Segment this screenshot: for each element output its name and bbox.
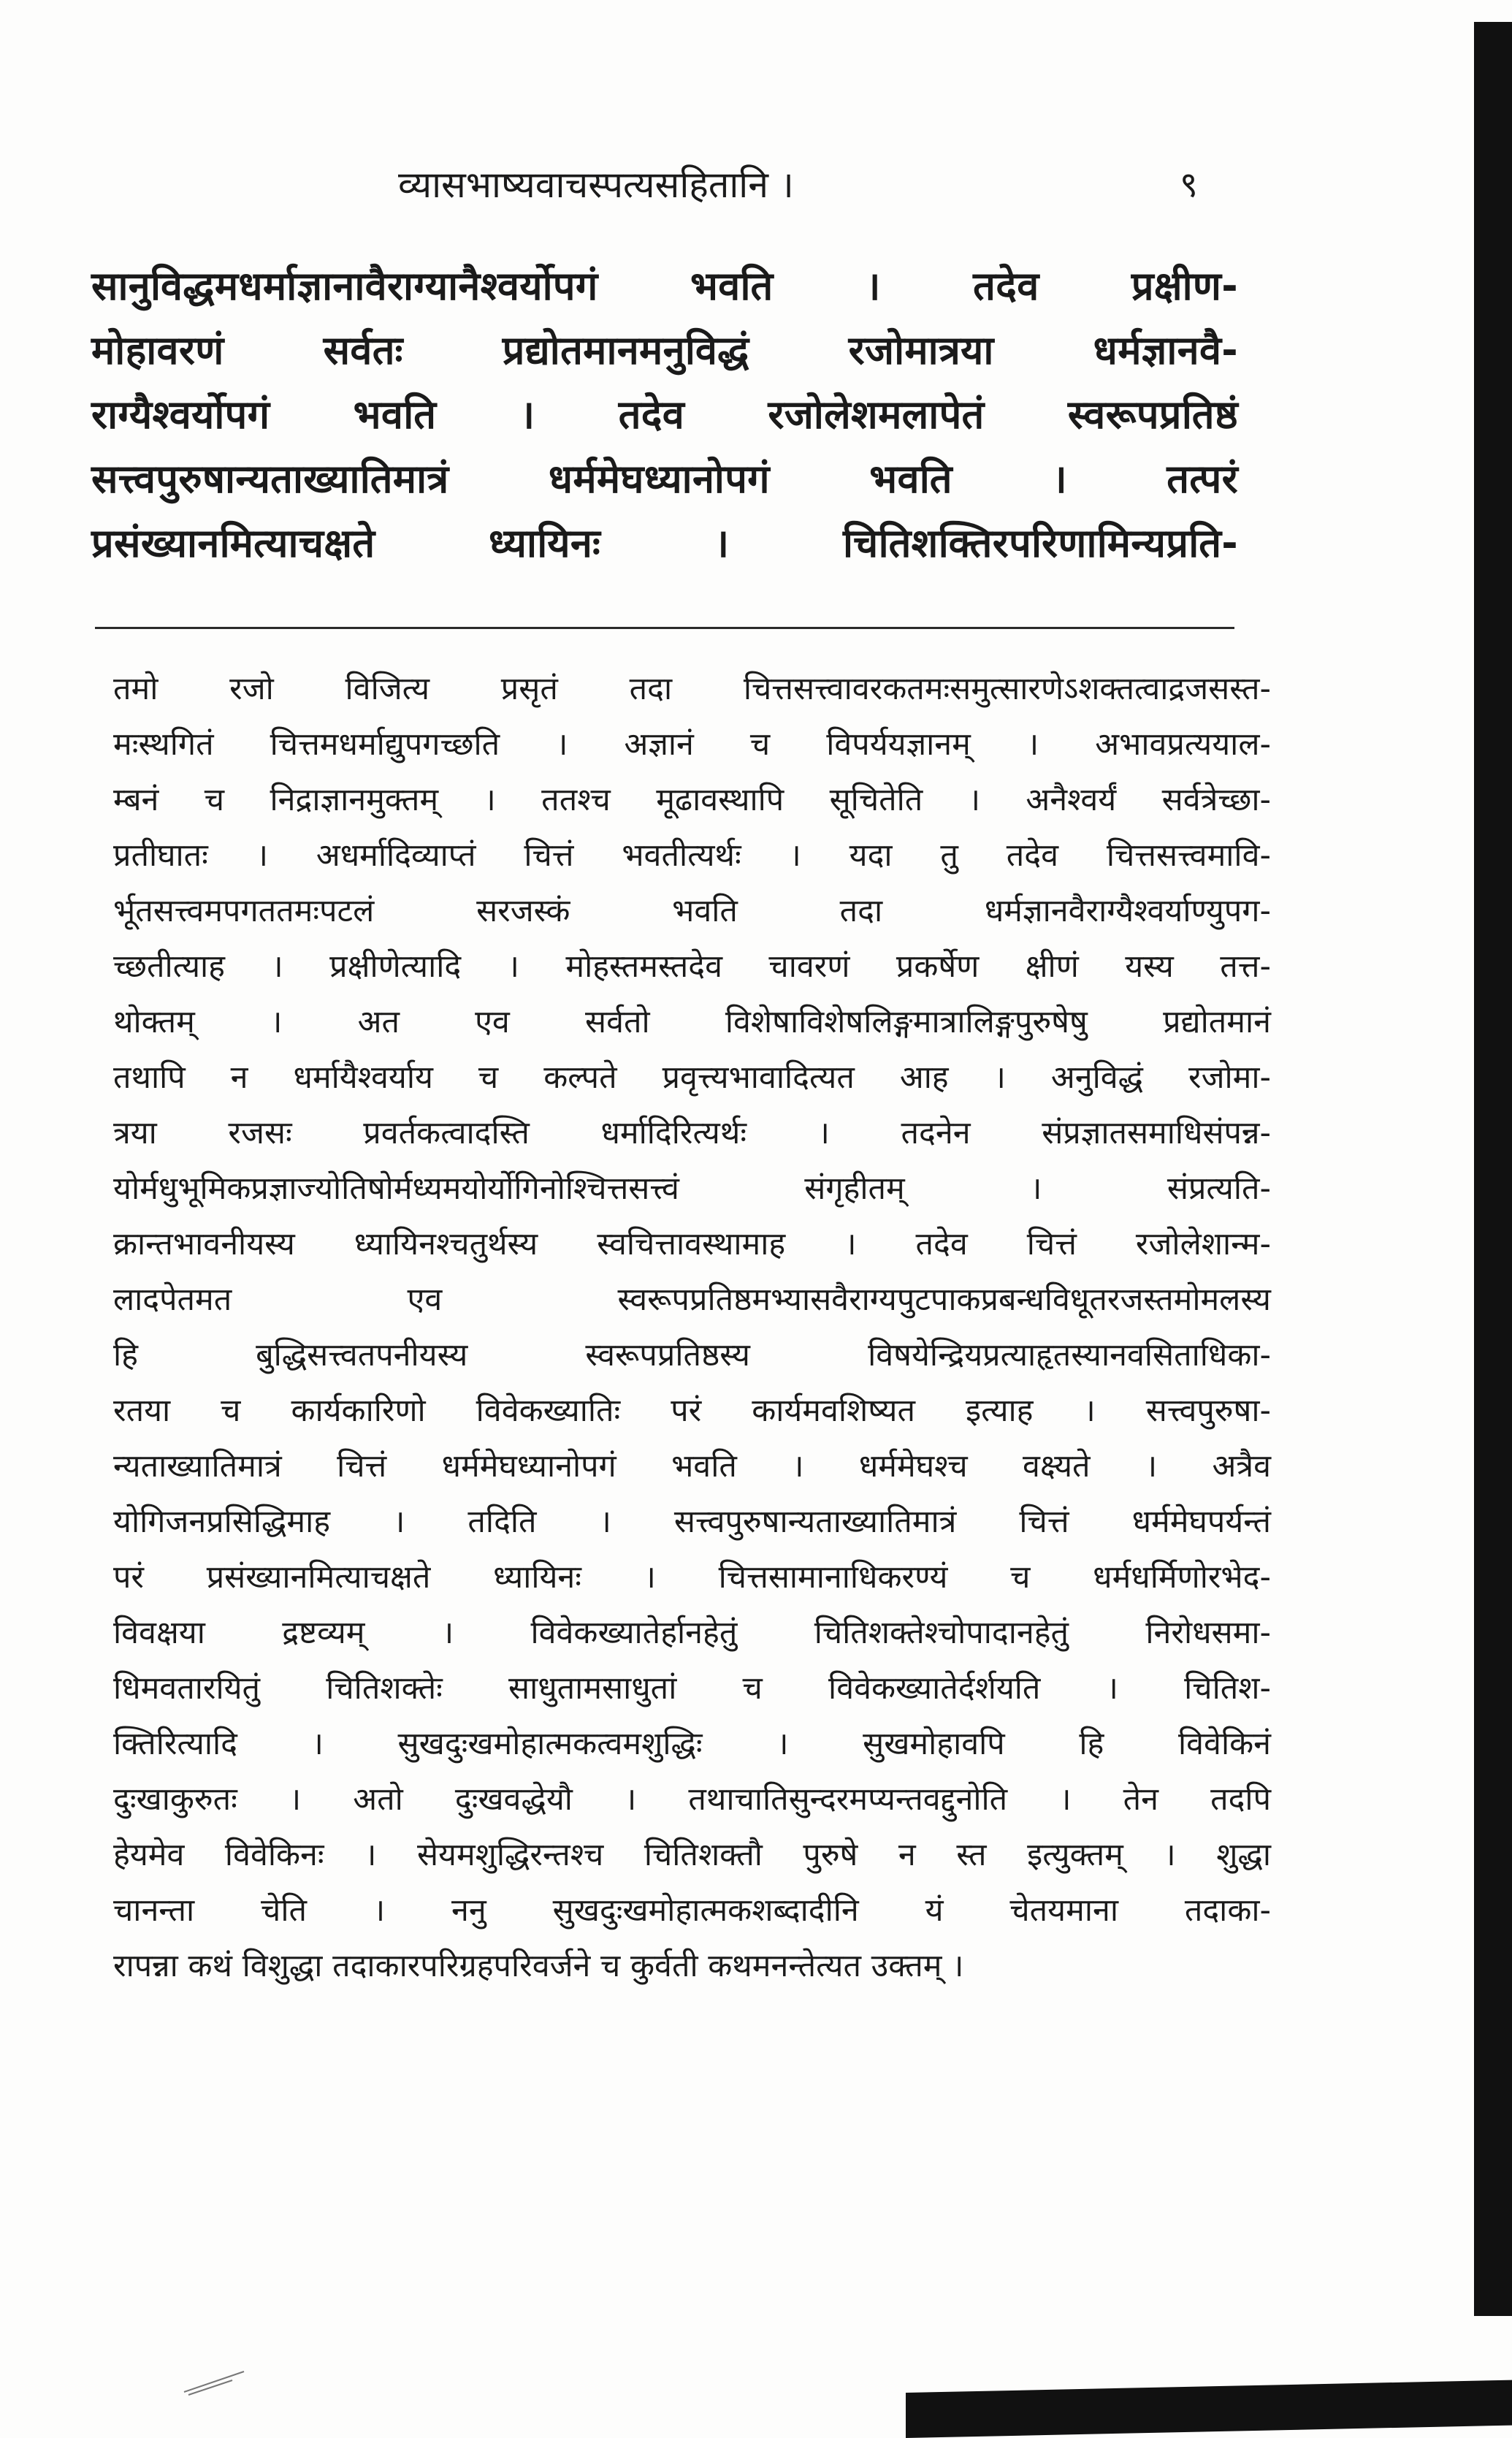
commentary-line: क्रान्तभावनीयस्य ध्यायिनश्चतुर्थस्य स्वचित्तावस्थामाह । तदेव चित्तं रजोलेशान्म-: [113, 1226, 1271, 1262]
commentary-line: क्तिरित्यादि । सुखदुःखमोहात्मकत्वमशुद्धिः । सुखमोहावपि हि विवेकिनं: [113, 1726, 1271, 1762]
commentary-line: परं प्रसंख्यानमित्याचक्षते ध्यायिनः । चित्तसामानाधिकरण्यं च धर्मधर्मिणोरभेद-: [113, 1559, 1271, 1596]
commentary-line: तथापि न धर्मायैश्वर्याय च कल्पते प्रवृत्त्यभावादित्यत आह । अनुविद्धं रजोमा-: [113, 1059, 1271, 1096]
commentary-line: रतया च कार्यकारिणो विवेकख्यातिः परं कार्यमवशिष्यत इत्याह । सत्त्वपुरुषा-: [113, 1393, 1271, 1429]
page-header: [0, 159, 1432, 210]
commentary-line: न्यताख्यातिमात्रं चित्तं धर्ममेघध्यानोपगं भवति । धर्ममेघश्च वक्ष्यते । अत्रैव: [113, 1448, 1271, 1485]
commentary-line: च्छतीत्याह । प्रक्षीणेत्यादि । मोहस्तमस्तदेव चावरणं प्रकर्षेण क्षीणं यस्य तत्त-: [113, 948, 1271, 985]
commentary-line: विवक्षया द्रष्टव्यम् । विवेकख्यातेर्हानहेतुं चितिशक्तेश्चोपादानहेतुं निरोधसमा-: [113, 1615, 1271, 1651]
commentary-line: रापन्ना कथं विशुद्धा तदाकारपरिग्रहपरिवर्जने च कुर्वती कथमनन्तेत्यत उक्तम् ।: [113, 1948, 964, 1984]
commentary-line: मःस्थगितं चित्तमधर्माद्युपगच्छति । अज्ञानं च विपर्ययज्ञानम् । अभावप्रत्ययाल-: [113, 726, 1271, 763]
commentary-line: योगिजनप्रसिद्धिमाह । तदिति । सत्त्वपुरुषान्यताख्यातिमात्रं चित्तं धर्ममेघपर्यन्तं: [113, 1504, 1271, 1540]
commentary-line: लादपेतमत एव स्वरूपप्रतिष्ठमभ्यासवैराग्यपुटपाकप्रबन्धविधूतरजस्तमोमलस्य: [113, 1281, 1271, 1318]
scan-shadow-bottom: [906, 2380, 1512, 2438]
bhashya-line: प्रसंख्यानमित्याचक्षते ध्यायिनः । चितिशक्तिरपरिणामिन्यप्रति-: [91, 520, 1238, 566]
bhashya-line: राग्यैश्वर्योपगं भवति । तदेव रजोलेशमलापेतं स्वरूपप्रतिष्ठं: [91, 392, 1238, 438]
section-divider: [95, 627, 1234, 629]
bhashya-line: सानुविद्धमधर्माज्ञानावैराग्यानैश्वर्योपगं भवति । तदेव प्रक्षीण-: [91, 263, 1238, 309]
bhashya-line: सत्त्वपुरुषान्यताख्यातिमात्रं धर्ममेघध्यानोपगं भवति । तत्परं: [91, 456, 1238, 502]
commentary-line: त्रया रजसः प्रवर्तकत्वादस्ति धर्मादिरित्यर्थः । तदनेन संप्रज्ञातसमाधिसंपन्न-: [113, 1115, 1271, 1151]
commentary-line: म्बनं च निद्राज्ञानमुक्तम् । ततश्च मूढावस्थापि सूचितेति । अनैश्वर्यं सर्वत्रेच्छा-: [113, 782, 1271, 818]
commentary-line: धिमवतारयितुं चितिशक्तेः साधुतामसाधुतां च विवेकख्यातेर्दर्शयति । चितिश-: [113, 1670, 1271, 1707]
commentary-line: हेयमेव विवेकिनः । सेयमशुद्धिरन्तश्च चितिशक्तौ पुरुषे न स्त इत्युक्तम् । शुद्धा: [113, 1837, 1271, 1873]
commentary-line: दुःखाकुरुतः । अतो दुःखवद्धेयौ । तथाचातिसुन्दरमप्यन्तवद्दुनोति । तेन तदपि: [113, 1781, 1271, 1818]
commentary-line: योर्मधुभूमिकप्रज्ञाज्योतिषोर्मध्यमयोर्योगिनोश्चित्तसत्त्वं संगृहीतम् । संप्रत्यति-: [113, 1170, 1271, 1207]
commentary-line: र्भूतसत्त्वमपगततमःपटलं सरजस्कं भवति तदा धर्मज्ञानवैराग्यैश्वर्याण्युपग-: [113, 893, 1271, 929]
commentary-line: तमो रजो विजित्य प्रसृतं तदा चित्तसत्त्वावरकतमःसमुत्सारणेऽशक्तत्वाद्रजसस्त-: [113, 671, 1271, 707]
commentary-line: चानन्ता चेति । ननु सुखदुःखमोहात्मकशब्दादीनि यं चेतयमाना तदाका-: [113, 1892, 1271, 1929]
running-title: व्यासभाष्यवाचस्पत्यसहितानि ।: [398, 164, 794, 206]
commentary-line: थोक्तम् । अत एव सर्वतो विशेषाविशेषलिङ्गमात्रालिङ्गपुरुषेषु प्रद्योतमानं: [113, 1004, 1271, 1040]
bhashya-text: [91, 254, 1238, 576]
pencil-mark: [181, 2367, 247, 2396]
commentary-text: [113, 661, 1271, 1994]
scan-shadow-right: [1474, 22, 1512, 2316]
commentary-line: हि बुद्धिसत्त्वतपनीयस्य स्वरूपप्रतिष्ठस्य विषयेन्द्रियप्रत्याहृतस्यानवसिताधिका-: [113, 1337, 1271, 1374]
page-number: ९: [1180, 164, 1198, 205]
bhashya-line: मोहावरणं सर्वतः प्रद्योतमानमनुविद्धं रजोमात्रया धर्मज्ञानवै-: [91, 327, 1238, 373]
commentary-line: प्रतीघातः । अधर्मादिव्याप्तं चित्तं भवतीत्यर्थः । यदा तु तदेव चित्तसत्त्वमावि-: [113, 837, 1271, 874]
